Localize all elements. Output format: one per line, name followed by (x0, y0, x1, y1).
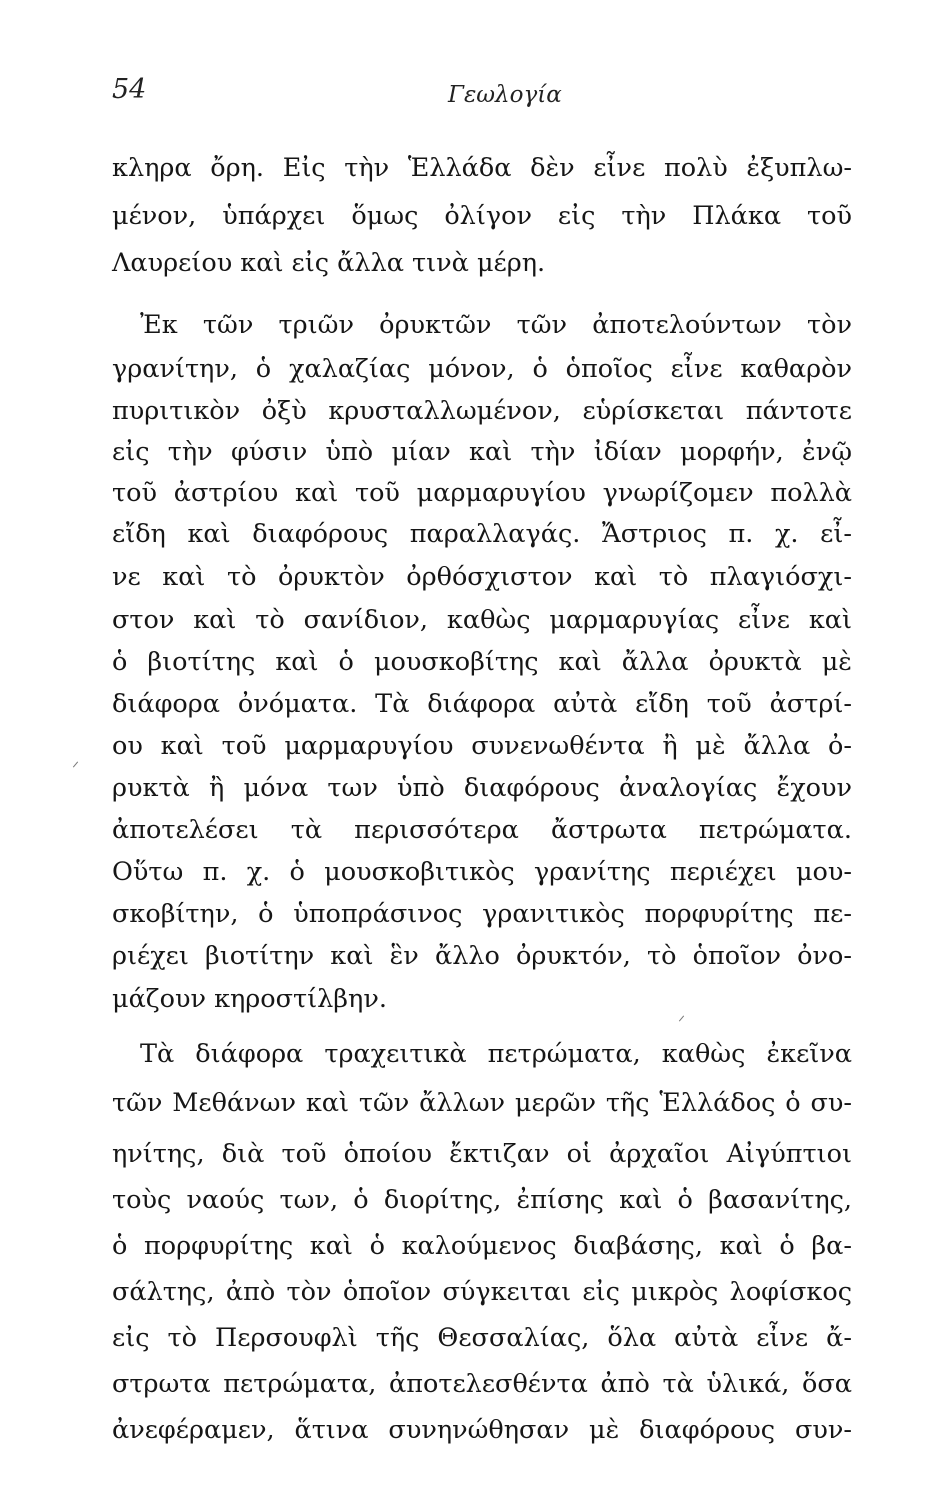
text-line: εἰς τὴν φύσιν ὑπὸ μίαν καὶ τὴν ἰδίαν μορφήν, ἐνῷ (112, 437, 852, 467)
text-line: τοὺς ναούς των, ὁ διορίτης, ἐπίσης καὶ ὁ βασανίτης, (112, 1185, 852, 1215)
text-line: Τὰ διάφορα τραχειτικὰ πετρώματα, καθὼς ἐκεῖνα (140, 1039, 852, 1069)
text-line: ἀνεφέραμεν, ἅτινα συνηνώθησαν μὲ διαφόρους συν- (112, 1415, 852, 1445)
text-line: ὁ βιοτίτης καὶ ὁ μουσκοβίτης καὶ ἄλλα ὀρυκτὰ μὲ (112, 647, 852, 677)
text-line: ὁ πορφυρίτης καὶ ὁ καλούμενος διαβάσης, καὶ ὁ βα- (112, 1231, 852, 1261)
text-line: πυριτικὸν ὀξὺ κρυσταλλωμένον, εὑρίσκεται πάντοτε (112, 396, 852, 426)
page-number: 54 (112, 74, 147, 105)
text-line: σάλτης, ἀπὸ τὸν ὁποῖον σύγκειται εἰς μικρὸς λοφίσκος (112, 1277, 852, 1307)
text-line: μάζουν κηροστίλβην. (112, 984, 387, 1014)
text-line: κληρα ὄρη. Εἰς τὴν Ἑλλάδα δὲν εἶνε πολὺ ἐξυπλω- (112, 153, 852, 183)
text-line: ηνίτης, διὰ τοῦ ὁποίου ἔκτιζαν οἱ ἀρχαῖοι Αἰγύπτιοι (112, 1139, 852, 1169)
text-line: τῶν Μεθάνων καὶ τῶν ἄλλων μερῶν τῆς Ἑλλάδος ὁ συ- (112, 1088, 852, 1118)
text-line: σκοβίτην, ὁ ὑποπράσινος γρανιτικὸς πορφυρίτης πε- (112, 899, 852, 929)
stray-pen-mark (679, 1015, 684, 1021)
text-line: στρωτα πετρώματα, ἀποτελεσθέντα ἀπὸ τὰ ὑλικά, ὅσα (112, 1369, 852, 1399)
stray-pen-mark (73, 761, 78, 767)
text-line: Λαυρείου καὶ εἰς ἄλλα τινὰ μέρη. (112, 248, 546, 278)
text-line: μένον, ὑπάρχει ὅμως ὀλίγον εἰς τὴν Πλάκα τοῦ (112, 201, 852, 231)
text-line: διάφορα ὀνόματα. Τὰ διάφορα αὐτὰ εἴδη τοῦ ἀστρί- (112, 689, 852, 719)
text-line: γρανίτην, ὁ χαλαζίας μόνον, ὁ ὁποῖος εἶνε καθαρὸν (112, 354, 852, 384)
text-line: τοῦ ἀστρίου καὶ τοῦ μαρμαρυγίου γνωρίζομεν πολλὰ (112, 478, 852, 508)
text-line: στον καὶ τὸ σανίδιον, καθὼς μαρμαρυγίας εἶνε καὶ (112, 605, 852, 635)
text-line: νε καὶ τὸ ὀρυκτὸν ὀρθόσχιστον καὶ τὸ πλαγιόσχι- (112, 562, 852, 592)
running-title: Γεωλογία (448, 82, 562, 108)
text-line: ριέχει βιοτίτην καὶ ἓν ἄλλο ὀρυκτόν, τὸ ὁποῖον ὀνο- (112, 941, 852, 971)
text-line: Οὕτω π. χ. ὁ μουσκοβιτικὸς γρανίτης περιέχει μου- (112, 857, 852, 887)
text-line: ου καὶ τοῦ μαρμαρυγίου συνενωθέντα ἢ μὲ ἄλλα ὀ- (112, 731, 852, 761)
text-line: εἰς τὸ Περσουφλὶ τῆς Θεσσαλίας, ὅλα αὐτὰ εἶνε ἄ- (112, 1323, 852, 1353)
text-line: εἴδη καὶ διαφόρους παραλλαγάς. Ἄστριος π. χ. εἶ- (112, 519, 852, 549)
text-line: ἀποτελέσει τὰ περισσότερα ἄστρωτα πετρώματα. (112, 815, 852, 845)
text-line: ρυκτὰ ἢ μόνα των ὑπὸ διαφόρους ἀναλογίας ἔχουν (112, 773, 852, 803)
text-line: Ἐκ τῶν τριῶν ὀρυκτῶν τῶν ἀποτελούντων τὸν (140, 310, 852, 340)
